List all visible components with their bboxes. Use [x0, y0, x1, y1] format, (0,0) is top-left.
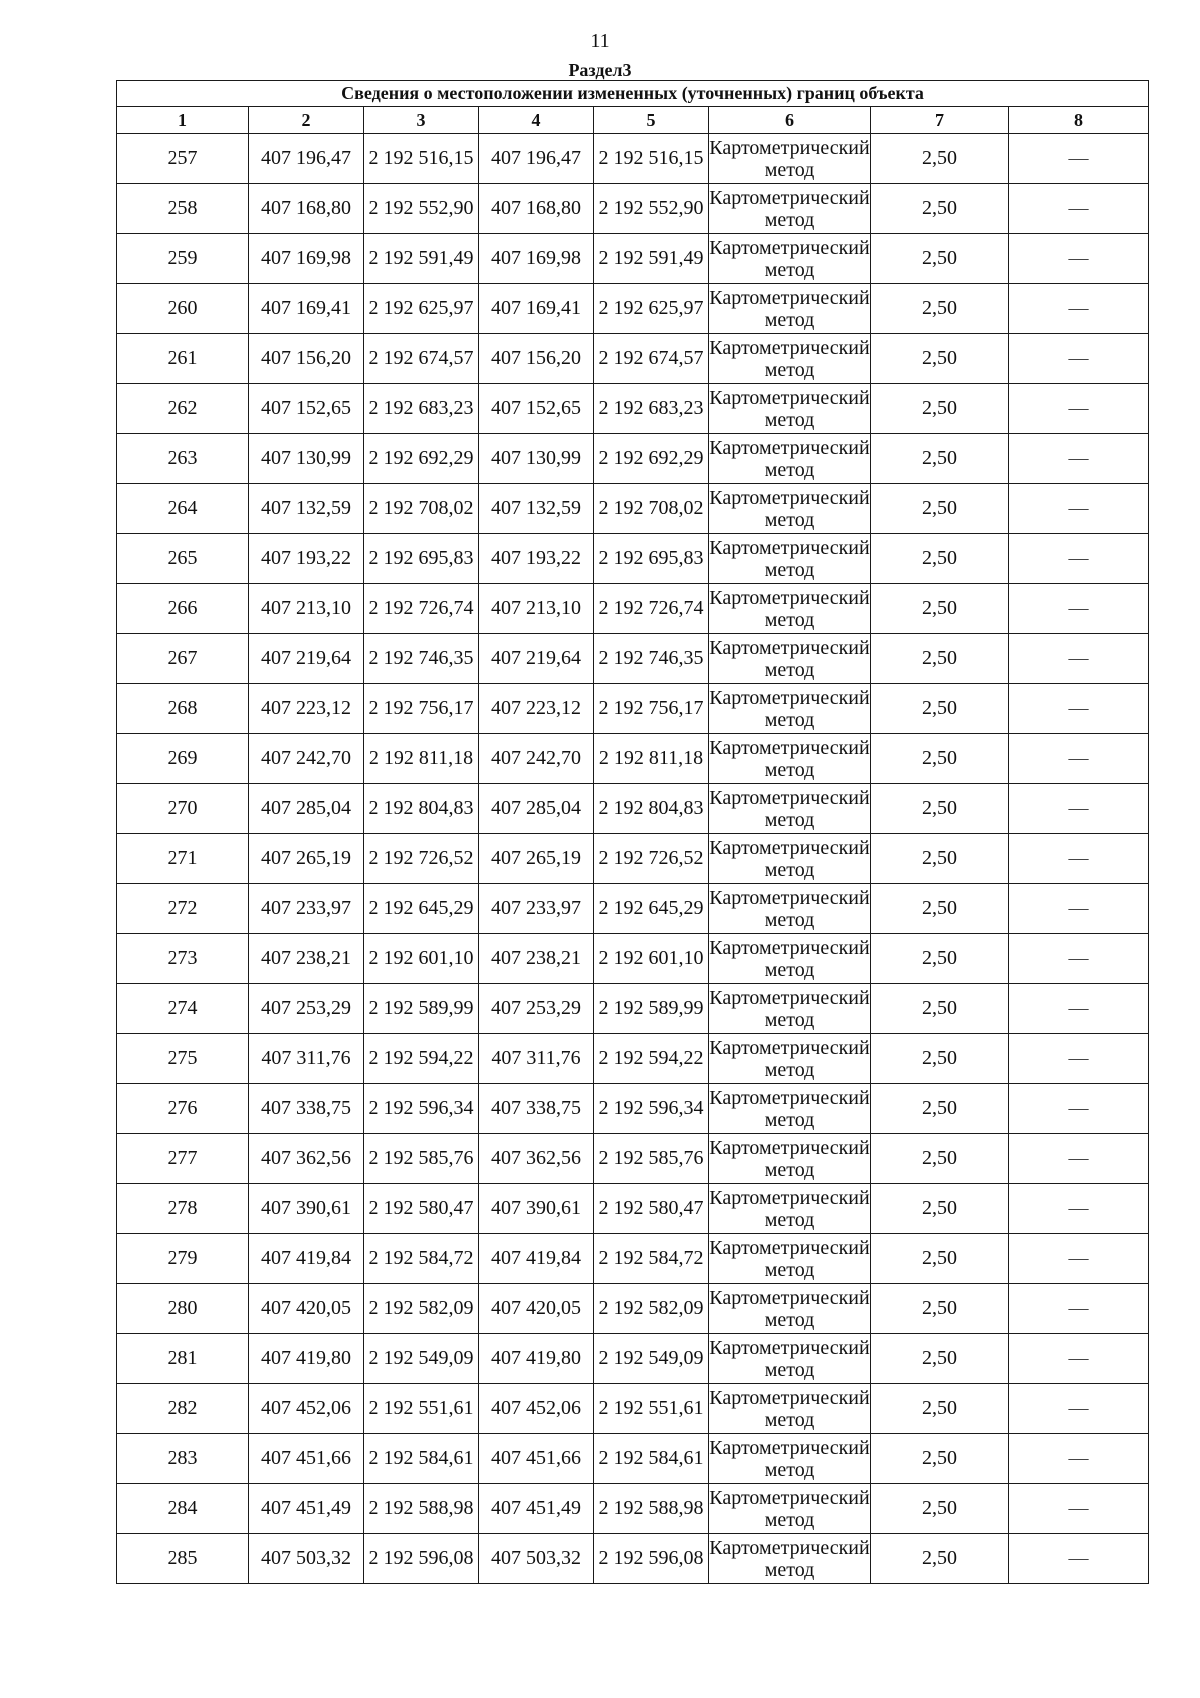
point-number-cell: 285 — [117, 1534, 249, 1584]
y-refined-cell: 2 192 594,22 — [594, 1034, 709, 1084]
x-existing-cell: 407 132,59 — [249, 484, 364, 534]
method-cell: Картометрический метод — [709, 534, 871, 584]
accuracy-cell: 2,50 — [871, 384, 1009, 434]
description-cell: — — [1009, 134, 1149, 184]
description-cell: — — [1009, 434, 1149, 484]
method-cell: Картометрический метод — [709, 934, 871, 984]
x-existing-cell: 407 390,61 — [249, 1184, 364, 1234]
y-existing-cell: 2 192 591,49 — [364, 234, 479, 284]
method-cell: Картометрический метод — [709, 1084, 871, 1134]
x-refined-cell: 407 362,56 — [479, 1134, 594, 1184]
y-existing-cell: 2 192 596,34 — [364, 1084, 479, 1134]
x-existing-cell: 407 338,75 — [249, 1084, 364, 1134]
accuracy-cell: 2,50 — [871, 734, 1009, 784]
method-cell: Картометрический метод — [709, 584, 871, 634]
table-row — [117, 1534, 1149, 1584]
point-number-cell: 258 — [117, 184, 249, 234]
y-refined-cell: 2 192 674,57 — [594, 334, 709, 384]
x-existing-cell: 407 362,56 — [249, 1134, 364, 1184]
page-number: 11 — [590, 30, 610, 52]
y-refined-cell: 2 192 585,76 — [594, 1134, 709, 1184]
x-existing-cell: 407 223,12 — [249, 684, 364, 734]
description-cell: — — [1009, 484, 1149, 534]
y-refined-cell: 2 192 726,52 — [594, 834, 709, 884]
y-existing-cell: 2 192 580,47 — [364, 1184, 479, 1234]
y-existing-cell: 2 192 811,18 — [364, 734, 479, 784]
x-existing-cell: 407 503,32 — [249, 1534, 364, 1584]
y-existing-cell: 2 192 708,02 — [364, 484, 479, 534]
accuracy-cell: 2,50 — [871, 834, 1009, 884]
y-refined-cell: 2 192 551,61 — [594, 1384, 709, 1434]
description-cell: — — [1009, 1434, 1149, 1484]
y-refined-cell: 2 192 580,47 — [594, 1184, 709, 1234]
y-existing-cell: 2 192 585,76 — [364, 1134, 479, 1184]
y-refined-cell: 2 192 695,83 — [594, 534, 709, 584]
table-row — [117, 1434, 1149, 1484]
point-number-cell: 267 — [117, 634, 249, 684]
x-existing-cell: 407 169,98 — [249, 234, 364, 284]
description-cell: — — [1009, 934, 1149, 984]
table-row — [117, 684, 1149, 734]
y-refined-cell: 2 192 582,09 — [594, 1284, 709, 1334]
accuracy-cell: 2,50 — [871, 234, 1009, 284]
x-refined-cell: 407 130,99 — [479, 434, 594, 484]
description-cell: — — [1009, 634, 1149, 684]
column-number-header: 6 — [709, 107, 871, 134]
x-refined-cell: 407 419,80 — [479, 1334, 594, 1384]
description-cell: — — [1009, 1384, 1149, 1434]
column-number-header: 1 — [117, 107, 249, 134]
y-existing-cell: 2 192 674,57 — [364, 334, 479, 384]
x-refined-cell: 407 285,04 — [479, 784, 594, 834]
method-cell: Картометрический метод — [709, 384, 871, 434]
x-refined-cell: 407 196,47 — [479, 134, 594, 184]
column-number-header: 2 — [249, 107, 364, 134]
accuracy-cell: 2,50 — [871, 184, 1009, 234]
description-cell: — — [1009, 1084, 1149, 1134]
method-cell: Картометрический метод — [709, 1334, 871, 1384]
point-number-cell: 278 — [117, 1184, 249, 1234]
x-existing-cell: 407 420,05 — [249, 1284, 364, 1334]
point-number-cell: 261 — [117, 334, 249, 384]
x-refined-cell: 407 168,80 — [479, 184, 594, 234]
table-row — [117, 1334, 1149, 1384]
table-row — [117, 584, 1149, 634]
x-refined-cell: 407 132,59 — [479, 484, 594, 534]
description-cell: — — [1009, 1234, 1149, 1284]
accuracy-cell: 2,50 — [871, 1534, 1009, 1584]
column-numbers-row — [117, 107, 1149, 134]
column-number-header: 8 — [1009, 107, 1149, 134]
x-existing-cell: 407 419,84 — [249, 1234, 364, 1284]
description-cell: — — [1009, 534, 1149, 584]
method-cell: Картометрический метод — [709, 234, 871, 284]
x-refined-cell: 407 338,75 — [479, 1084, 594, 1134]
x-existing-cell: 407 451,66 — [249, 1434, 364, 1484]
table-row — [117, 1384, 1149, 1434]
accuracy-cell: 2,50 — [871, 1134, 1009, 1184]
y-refined-cell: 2 192 588,98 — [594, 1484, 709, 1534]
y-refined-cell: 2 192 589,99 — [594, 984, 709, 1034]
x-existing-cell: 407 169,41 — [249, 284, 364, 334]
y-existing-cell: 2 192 582,09 — [364, 1284, 479, 1334]
x-refined-cell: 407 238,21 — [479, 934, 594, 984]
x-existing-cell: 407 419,80 — [249, 1334, 364, 1384]
accuracy-cell: 2,50 — [871, 1384, 1009, 1434]
accuracy-cell: 2,50 — [871, 1434, 1009, 1484]
point-number-cell: 284 — [117, 1484, 249, 1534]
x-existing-cell: 407 242,70 — [249, 734, 364, 784]
y-existing-cell: 2 192 726,74 — [364, 584, 479, 634]
table-row — [117, 434, 1149, 484]
table-row — [117, 1184, 1149, 1234]
method-cell: Картометрический метод — [709, 1484, 871, 1534]
point-number-cell: 262 — [117, 384, 249, 434]
table-row — [117, 1034, 1149, 1084]
y-existing-cell: 2 192 683,23 — [364, 384, 479, 434]
method-cell: Картометрический метод — [709, 434, 871, 484]
accuracy-cell: 2,50 — [871, 984, 1009, 1034]
accuracy-cell: 2,50 — [871, 534, 1009, 584]
accuracy-cell: 2,50 — [871, 934, 1009, 984]
y-existing-cell: 2 192 549,09 — [364, 1334, 479, 1384]
point-number-cell: 273 — [117, 934, 249, 984]
point-number-cell: 257 — [117, 134, 249, 184]
y-existing-cell: 2 192 756,17 — [364, 684, 479, 734]
method-cell: Картометрический метод — [709, 1284, 871, 1334]
description-cell: — — [1009, 184, 1149, 234]
y-refined-cell: 2 192 726,74 — [594, 584, 709, 634]
table-row — [117, 1084, 1149, 1134]
description-cell: — — [1009, 1034, 1149, 1084]
y-refined-cell: 2 192 746,35 — [594, 634, 709, 684]
y-existing-cell: 2 192 726,52 — [364, 834, 479, 884]
point-number-cell: 269 — [117, 734, 249, 784]
table-row — [117, 334, 1149, 384]
point-number-cell: 276 — [117, 1084, 249, 1134]
y-existing-cell: 2 192 645,29 — [364, 884, 479, 934]
method-cell: Картометрический метод — [709, 834, 871, 884]
y-refined-cell: 2 192 683,23 — [594, 384, 709, 434]
y-refined-cell: 2 192 549,09 — [594, 1334, 709, 1384]
point-number-cell: 282 — [117, 1384, 249, 1434]
point-number-cell: 266 — [117, 584, 249, 634]
method-cell: Картометрический метод — [709, 884, 871, 934]
point-number-cell: 263 — [117, 434, 249, 484]
point-number-cell: 268 — [117, 684, 249, 734]
table-row — [117, 784, 1149, 834]
x-refined-cell: 407 223,12 — [479, 684, 594, 734]
y-refined-cell: 2 192 692,29 — [594, 434, 709, 484]
y-refined-cell: 2 192 625,97 — [594, 284, 709, 334]
y-existing-cell: 2 192 589,99 — [364, 984, 479, 1034]
accuracy-cell: 2,50 — [871, 584, 1009, 634]
y-refined-cell: 2 192 552,90 — [594, 184, 709, 234]
column-number-header: 3 — [364, 107, 479, 134]
description-cell: — — [1009, 1284, 1149, 1334]
table-row — [117, 934, 1149, 984]
method-cell: Картометрический метод — [709, 1034, 871, 1084]
x-existing-cell: 407 219,64 — [249, 634, 364, 684]
y-refined-cell: 2 192 516,15 — [594, 134, 709, 184]
y-existing-cell: 2 192 552,90 — [364, 184, 479, 234]
y-refined-cell: 2 192 645,29 — [594, 884, 709, 934]
point-number-cell: 260 — [117, 284, 249, 334]
x-refined-cell: 407 169,41 — [479, 284, 594, 334]
point-number-cell: 259 — [117, 234, 249, 284]
x-refined-cell: 407 265,19 — [479, 834, 594, 884]
x-existing-cell: 407 311,76 — [249, 1034, 364, 1084]
method-cell: Картометрический метод — [709, 634, 871, 684]
point-number-cell: 283 — [117, 1434, 249, 1484]
table-row — [117, 534, 1149, 584]
accuracy-cell: 2,50 — [871, 1284, 1009, 1334]
y-refined-cell: 2 192 596,08 — [594, 1534, 709, 1584]
description-cell: — — [1009, 834, 1149, 884]
table-row — [117, 734, 1149, 784]
x-existing-cell: 407 193,22 — [249, 534, 364, 584]
section-title: Раздел3 — [568, 60, 632, 80]
y-refined-cell: 2 192 596,34 — [594, 1084, 709, 1134]
x-refined-cell: 407 152,65 — [479, 384, 594, 434]
x-existing-cell: 407 233,97 — [249, 884, 364, 934]
table-row — [117, 284, 1149, 334]
description-cell: — — [1009, 1334, 1149, 1384]
accuracy-cell: 2,50 — [871, 1484, 1009, 1534]
description-cell: — — [1009, 984, 1149, 1034]
method-cell: Картометрический метод — [709, 134, 871, 184]
x-refined-cell: 407 420,05 — [479, 1284, 594, 1334]
y-existing-cell: 2 192 584,61 — [364, 1434, 479, 1484]
accuracy-cell: 2,50 — [871, 134, 1009, 184]
boundary-coordinates-table — [116, 80, 1149, 1584]
column-number-header: 5 — [594, 107, 709, 134]
method-cell: Картометрический метод — [709, 984, 871, 1034]
y-refined-cell: 2 192 804,83 — [594, 784, 709, 834]
x-refined-cell: 407 242,70 — [479, 734, 594, 784]
method-cell: Картометрический метод — [709, 1384, 871, 1434]
description-cell: — — [1009, 1534, 1149, 1584]
table-row — [117, 384, 1149, 434]
accuracy-cell: 2,50 — [871, 284, 1009, 334]
x-existing-cell: 407 152,65 — [249, 384, 364, 434]
table-row — [117, 1134, 1149, 1184]
accuracy-cell: 2,50 — [871, 1034, 1009, 1084]
description-cell: — — [1009, 784, 1149, 834]
accuracy-cell: 2,50 — [871, 484, 1009, 534]
y-existing-cell: 2 192 625,97 — [364, 284, 479, 334]
accuracy-cell: 2,50 — [871, 634, 1009, 684]
y-refined-cell: 2 192 591,49 — [594, 234, 709, 284]
y-refined-cell: 2 192 584,72 — [594, 1234, 709, 1284]
method-cell: Картометрический метод — [709, 284, 871, 334]
x-existing-cell: 407 168,80 — [249, 184, 364, 234]
point-number-cell: 265 — [117, 534, 249, 584]
accuracy-cell: 2,50 — [871, 1184, 1009, 1234]
x-existing-cell: 407 213,10 — [249, 584, 364, 634]
x-existing-cell: 407 253,29 — [249, 984, 364, 1034]
description-cell: — — [1009, 1484, 1149, 1534]
y-existing-cell: 2 192 584,72 — [364, 1234, 479, 1284]
point-number-cell: 264 — [117, 484, 249, 534]
description-cell: — — [1009, 734, 1149, 784]
point-number-cell: 279 — [117, 1234, 249, 1284]
y-existing-cell: 2 192 601,10 — [364, 934, 479, 984]
x-refined-cell: 407 452,06 — [479, 1384, 594, 1434]
accuracy-cell: 2,50 — [871, 1084, 1009, 1134]
y-existing-cell: 2 192 594,22 — [364, 1034, 479, 1084]
x-refined-cell: 407 169,98 — [479, 234, 594, 284]
description-cell: — — [1009, 234, 1149, 284]
method-cell: Картометрический метод — [709, 1534, 871, 1584]
x-refined-cell: 407 451,66 — [479, 1434, 594, 1484]
table-row — [117, 1284, 1149, 1334]
accuracy-cell: 2,50 — [871, 884, 1009, 934]
point-number-cell: 272 — [117, 884, 249, 934]
description-cell: — — [1009, 1184, 1149, 1234]
y-existing-cell: 2 192 516,15 — [364, 134, 479, 184]
table-row — [117, 984, 1149, 1034]
method-cell: Картометрический метод — [709, 1234, 871, 1284]
method-cell: Картометрический метод — [709, 734, 871, 784]
method-cell: Картометрический метод — [709, 1184, 871, 1234]
x-existing-cell: 407 451,49 — [249, 1484, 364, 1534]
method-cell: Картометрический метод — [709, 484, 871, 534]
accuracy-cell: 2,50 — [871, 334, 1009, 384]
accuracy-cell: 2,50 — [871, 684, 1009, 734]
x-existing-cell: 407 130,99 — [249, 434, 364, 484]
y-existing-cell: 2 192 692,29 — [364, 434, 479, 484]
point-number-cell: 274 — [117, 984, 249, 1034]
x-existing-cell: 407 196,47 — [249, 134, 364, 184]
accuracy-cell: 2,50 — [871, 1234, 1009, 1284]
x-refined-cell: 407 311,76 — [479, 1034, 594, 1084]
description-cell: — — [1009, 384, 1149, 434]
description-cell: — — [1009, 1134, 1149, 1184]
x-refined-cell: 407 390,61 — [479, 1184, 594, 1234]
x-existing-cell: 407 285,04 — [249, 784, 364, 834]
y-existing-cell: 2 192 588,98 — [364, 1484, 479, 1534]
x-existing-cell: 407 265,19 — [249, 834, 364, 884]
column-number-header: 7 — [871, 107, 1009, 134]
x-refined-cell: 407 451,49 — [479, 1484, 594, 1534]
description-cell: — — [1009, 684, 1149, 734]
y-refined-cell: 2 192 756,17 — [594, 684, 709, 734]
description-cell: — — [1009, 284, 1149, 334]
column-number-header: 4 — [479, 107, 594, 134]
table-row — [117, 834, 1149, 884]
y-existing-cell: 2 192 746,35 — [364, 634, 479, 684]
table-row — [117, 884, 1149, 934]
y-existing-cell: 2 192 695,83 — [364, 534, 479, 584]
x-refined-cell: 407 503,32 — [479, 1534, 594, 1584]
accuracy-cell: 2,50 — [871, 1334, 1009, 1384]
y-refined-cell: 2 192 601,10 — [594, 934, 709, 984]
table-row — [117, 634, 1149, 684]
y-refined-cell: 2 192 584,61 — [594, 1434, 709, 1484]
point-number-cell: 281 — [117, 1334, 249, 1384]
description-cell: — — [1009, 884, 1149, 934]
x-refined-cell: 407 213,10 — [479, 584, 594, 634]
y-existing-cell: 2 192 551,61 — [364, 1384, 479, 1434]
method-cell: Картометрический метод — [709, 1434, 871, 1484]
table-row — [117, 1484, 1149, 1534]
y-refined-cell: 2 192 708,02 — [594, 484, 709, 534]
point-number-cell: 271 — [117, 834, 249, 884]
x-refined-cell: 407 219,64 — [479, 634, 594, 684]
x-refined-cell: 407 193,22 — [479, 534, 594, 584]
point-number-cell: 277 — [117, 1134, 249, 1184]
x-existing-cell: 407 156,20 — [249, 334, 364, 384]
x-existing-cell: 407 238,21 — [249, 934, 364, 984]
table-row — [117, 184, 1149, 234]
x-refined-cell: 407 419,84 — [479, 1234, 594, 1284]
y-refined-cell: 2 192 811,18 — [594, 734, 709, 784]
y-existing-cell: 2 192 596,08 — [364, 1534, 479, 1584]
accuracy-cell: 2,50 — [871, 784, 1009, 834]
method-cell: Картометрический метод — [709, 184, 871, 234]
x-refined-cell: 407 156,20 — [479, 334, 594, 384]
point-number-cell: 270 — [117, 784, 249, 834]
method-cell: Картометрический метод — [709, 784, 871, 834]
x-refined-cell: 407 233,97 — [479, 884, 594, 934]
table-row — [117, 234, 1149, 284]
table-body — [117, 134, 1149, 1584]
y-existing-cell: 2 192 804,83 — [364, 784, 479, 834]
description-cell: — — [1009, 584, 1149, 634]
table-row — [117, 134, 1149, 184]
point-number-cell: 280 — [117, 1284, 249, 1334]
method-cell: Картометрический метод — [709, 1134, 871, 1184]
point-number-cell: 275 — [117, 1034, 249, 1084]
table-row — [117, 1234, 1149, 1284]
accuracy-cell: 2,50 — [871, 434, 1009, 484]
x-refined-cell: 407 253,29 — [479, 984, 594, 1034]
description-cell: — — [1009, 334, 1149, 384]
method-cell: Картометрический метод — [709, 334, 871, 384]
x-existing-cell: 407 452,06 — [249, 1384, 364, 1434]
table-caption: Сведения о местоположении измененных (уточненных) границ объекта — [117, 81, 1149, 107]
method-cell: Картометрический метод — [709, 684, 871, 734]
table-row — [117, 484, 1149, 534]
